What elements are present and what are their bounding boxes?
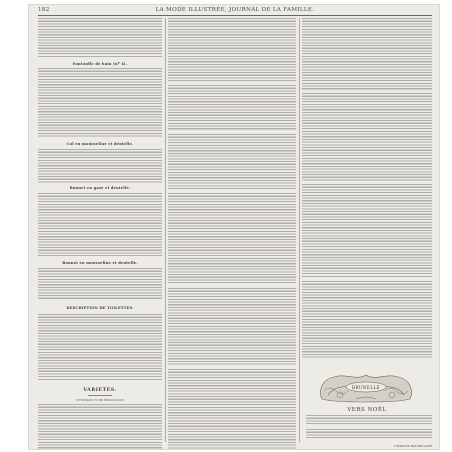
- text-paragraph: [38, 68, 162, 138]
- running-title: LA MODE ILLUSTRÉE, JOURNAL DE LA FAMILLE.: [155, 7, 315, 13]
- section-heading: Pantoufle de bain (nº 4).: [72, 62, 128, 66]
- text-paragraph: [38, 404, 162, 450]
- column-middle: [168, 18, 296, 444]
- short-divider: [88, 395, 113, 396]
- verse-lines: [306, 429, 432, 440]
- text-paragraph: [168, 288, 296, 366]
- text-paragraph: [302, 184, 432, 278]
- text-paragraph: [38, 149, 162, 183]
- column-left: [38, 18, 162, 444]
- section-subtitle: LE ROMAN D'UNE ROSSIGNOLE: [75, 398, 125, 402]
- page-number: 182: [38, 7, 50, 13]
- newspaper-page: [28, 4, 440, 450]
- text-paragraph: [302, 281, 432, 359]
- text-paragraph: [168, 18, 296, 82]
- verse-lines: [306, 415, 432, 426]
- text-paragraph: [302, 93, 432, 181]
- text-paragraph: [168, 85, 296, 131]
- text-paragraph: [302, 18, 432, 90]
- text-paragraph: [38, 18, 162, 58]
- text-paragraph: [38, 268, 162, 300]
- section-heading: Bonnet en gaze et dentelle.: [69, 186, 131, 190]
- poem-title: VERS NOËL: [347, 407, 387, 413]
- column-divider: [165, 18, 166, 442]
- text-paragraph: [168, 369, 296, 450]
- text-paragraph: [38, 193, 162, 257]
- column-right: [302, 18, 432, 448]
- section-heading: DESCRIPTION DE TOILETTES.: [66, 306, 134, 310]
- section-heading: Bonnet en mousseline et dentelle.: [62, 261, 138, 265]
- vignette-label: BRUNELLE: [351, 385, 381, 390]
- text-paragraph: [168, 193, 296, 285]
- ornamental-vignette: [316, 369, 416, 405]
- text-paragraph: [168, 134, 296, 190]
- section-heading: Col en mousseline et dentelle.: [66, 142, 134, 146]
- page-header: [38, 7, 432, 15]
- header-rule: [38, 15, 432, 16]
- author-signature: CHARLES BAUDELAIRE: [394, 444, 432, 448]
- section-heading: VARIÉTÉS.: [83, 388, 117, 393]
- column-divider: [299, 18, 300, 442]
- text-paragraph: [38, 314, 162, 380]
